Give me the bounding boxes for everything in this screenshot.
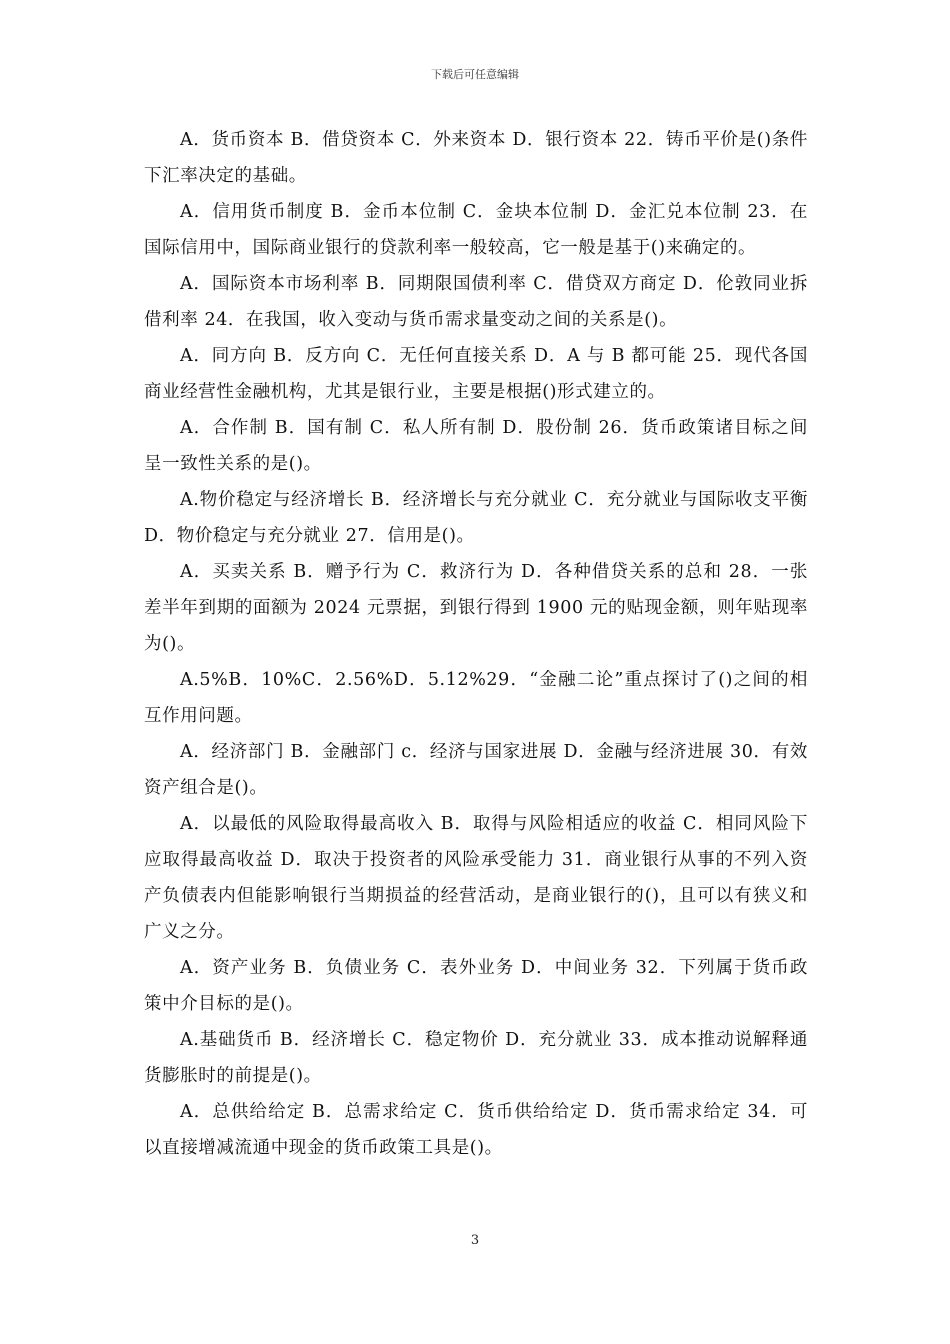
- question-paragraph: A．合作制 B．国有制 C．私人所有制 D．股份制 26．货币政策诸目标之间呈一致性关系的是()。: [144, 418, 808, 474]
- question-paragraph: A．国际资本市场利率 B．同期限国债利率 C．借贷双方商定 D．伦敦同业拆借利率 24．在我国，收入变动与货币需求量变动之间的关系是()。: [144, 274, 808, 330]
- question-paragraph: A．买卖关系 B．赠予行为 C．救济行为 D．各种借贷关系的总和 28．一张差半年到期的面额为 2024 元票据，到银行得到 1900 元的贴现金额，则年贴现率为()。: [144, 562, 808, 654]
- question-paragraph: A．货币资本 B．借贷资本 C．外来资本 D．银行资本 22．铸币平价是()条件下汇率决定的基础。: [144, 130, 808, 186]
- document-body: [144, 122, 808, 1166]
- question-paragraph: A．资产业务 B．负债业务 C．表外业务 D．中间业务 32．下列属于货币政策中介目标的是()。: [144, 958, 808, 1014]
- question-paragraph: A．以最低的风险取得最高收入 B．取得与风险相适应的收益 C．相同风险下应取得最高收益 D．取决于投资者的风险承受能力 31．商业银行从事的不列入资产负债表内但能影响银行当期损益的经营活动，是商业银行的()，且可以有狭义和广义之分。: [144, 814, 808, 942]
- question-paragraph: A.物价稳定与经济增长 B．经济增长与充分就业 C．充分就业与国际收支平衡 D．物价稳定与充分就业 27．信用是()。: [144, 490, 808, 546]
- question-paragraph: A．经济部门 B．金融部门 c．经济与国家进展 D．金融与经济进展 30．有效资产组合是()。: [144, 742, 808, 798]
- page-number: 3: [470, 1233, 480, 1248]
- page-header: 下载后可任意编辑: [431, 68, 519, 81]
- question-paragraph: A.基础货币 B．经济增长 C．稳定物价 D．充分就业 33．成本推动说解释通货膨胀时的前提是()。: [144, 1030, 808, 1086]
- question-paragraph: A．总供给给定 B．总需求给定 C．货币供给给定 D．货币需求给定 34．可以直接增减流通中现金的货币政策工具是()。: [144, 1102, 808, 1158]
- question-paragraph: A．同方向 B．反方向 C．无任何直接关系 D．A 与 B 都可能 25．现代各国商业经营性金融机构，尤其是银行业，主要是根据()形式建立的。: [144, 346, 808, 402]
- question-paragraph: A.5%B．10%C．2.56%D．5.12%29．“金融二论”重点探讨了()之间的相互作用问题。: [144, 670, 808, 726]
- question-paragraph: A．信用货币制度 B．金币本位制 C．金块本位制 D．金汇兑本位制 23．在国际信用中，国际商业银行的贷款利率一般较高，它一般是基于()来确定的。: [144, 202, 808, 258]
